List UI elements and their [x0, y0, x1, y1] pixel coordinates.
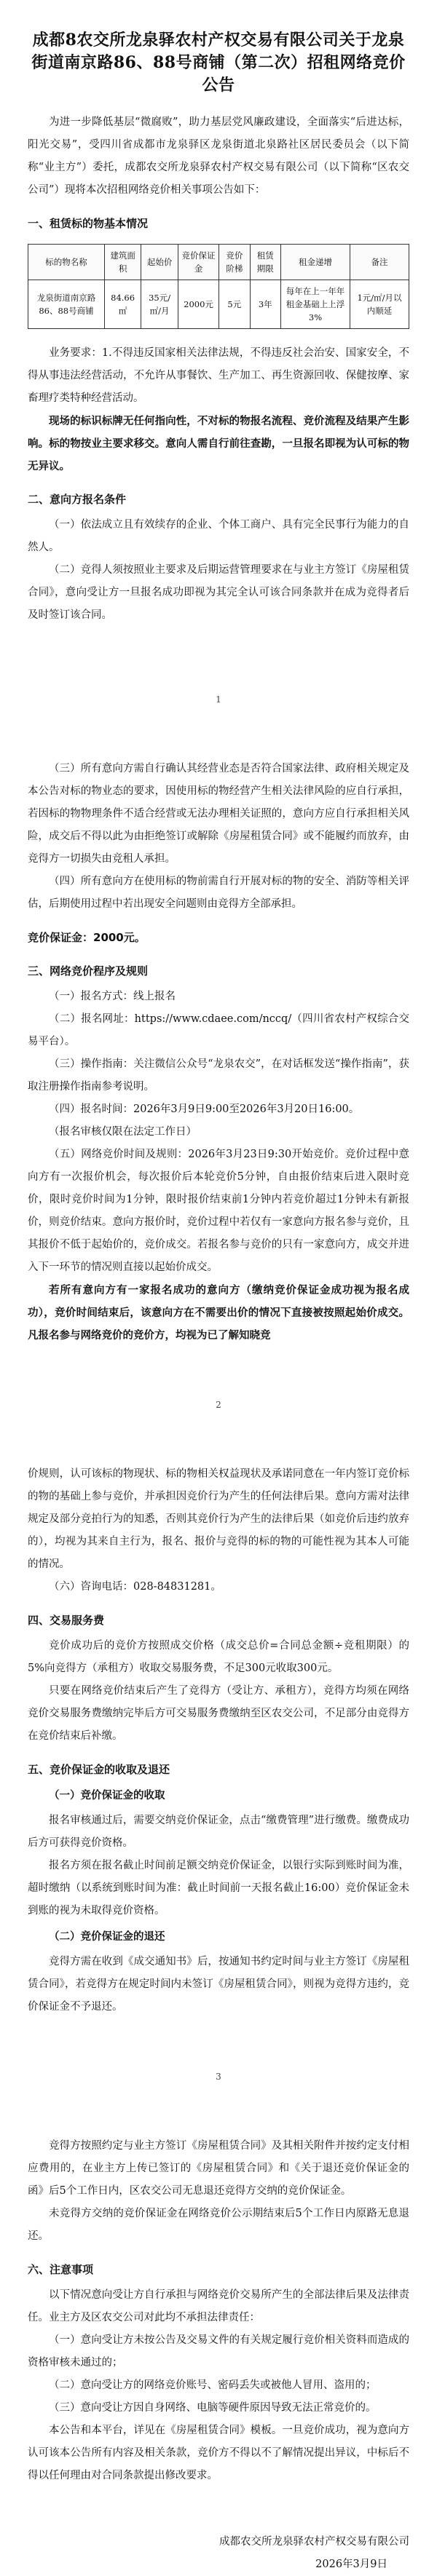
deposit-refund-heading: （二）竞价保证金的退还: [49, 1930, 165, 1943]
section-5-heading: 五、竞价保证金的收取及退还: [28, 1763, 170, 1776]
page-number: 1: [216, 694, 221, 705]
page-break-spacer: [28, 1347, 409, 1398]
registration-url[interactable]: （二）报名网址：https://www.cdaee.com/nccq/（四川省农村产权综合交易平台）。: [28, 1013, 409, 1047]
contact-phone: （六）咨询电话：028-84831281。: [49, 1581, 221, 1593]
page-number: 2: [216, 1400, 221, 1410]
registration-time: （四）报名时间：2026年3月9日9:00至2026年3月20日16:00。: [49, 1103, 360, 1115]
table-header-cell: 竞价保证金: [178, 245, 219, 280]
table-header-cell: 租金递增: [281, 245, 350, 280]
table-header-cell: 租赁期限: [250, 245, 280, 280]
table-cell: 每年在上一年年租金基础上上浮3%: [281, 280, 350, 329]
page-break-spacer: [28, 707, 409, 758]
table-cell: 5元: [219, 280, 250, 329]
page-break-spacer: [28, 2018, 409, 2069]
page-number: 3: [216, 2072, 221, 2082]
table-header-cell: 建筑面积: [105, 245, 141, 280]
deposit-refund-2: 竞得方按照约定与业主方签订《房屋租赁合同》及其相关附件并按约定支付相应费用的，在业主方上传已签订的《房屋租赁合同》和《关于退还竞价保证金的函》后5个工作日内，区农交公司无息退还竞得方交纳的竞价保证金。: [28, 2140, 409, 2197]
signature-date: 2026年3月9日: [315, 2559, 387, 2570]
service-fee-2: 只要在网络竞价结束后产生了竞得方（受让方、承租方），竞得方均须在网络竞价交易服务费缴纳完毕后方可交易服务费缴纳至区农交公司，不足部分由竞得方在竞价结束后补缴。: [28, 1685, 409, 1742]
page-break-spacer: [28, 1412, 409, 1463]
section-3-heading: 三、网络竞价程序及规则: [28, 964, 149, 978]
page-break-spacer: [28, 2084, 409, 2135]
table-cell: 3年: [250, 280, 280, 329]
table-row: [28, 280, 409, 329]
deposit-refund-1: 竞得方需在收到《成交通知书》后，按通知书约定时间与业主方签订《房屋租赁合同》，若竞得方在规定时间内未签订《房屋租赁合同》，则视为竞得方违约，竞价保证金不予退还。: [28, 1956, 409, 2013]
operation-guide: （三）操作指南：关注微信公众号“龙泉农交”，在对话框发送“操作指南”，获取注册操作指南参考说明。: [28, 1058, 409, 1093]
condition-4: （四）所有意向方在使用标的物前需自行开展对标的物的安全、消防等相关评估，后期使用过程中若出现安全问题则由竞得方全部承担。: [28, 876, 409, 910]
bidding-rules: （五）网络竞价时间及规则：2026年3月23日9:30开始竞价。竞价过程中意向方有一次报价机会，每次报价后本轮竞价5分钟，自由报价结束后进入限时竞价，限时竞价时间为1分钟，限时报价结束前1分钟内若竞价超过1分钟未有新报价，则竞价结束。意向方报价时，竞价过程中若仅有一家意向方报名参与竞价，且其报价不低于起始价的，竞价成交。若报名参与竞价的只有一家意向方，成交并进入下一环节的情况则直接以起始价成交。: [28, 1149, 409, 1273]
table-header-cell: 备注: [350, 245, 409, 280]
business-requirements: 业务要求：1.不得违反国家相关法律法规，不得违反社会治安、国家安全，不得从事违法经营活动，不允许从事餐饮、生产加工、再生资源回收、保健按摩、家畜理疗类特种经营活动。: [28, 347, 409, 404]
bidding-rules-continued: 价规则，认可该标的物现状、标的物相关权益现状及承诺同意在一年内签订竞价标的物的基础上参与竞价，并承担因竞价行为产生的任何法律后果。意向方需对法律规定及部分竞拍行为的知悉，否则其竞价行为产生的法律后果（如竞价后违约放弃的），均视为其来自主行为，报名、报价与竞得的标的物的可能性视为其本人可能的情况。: [28, 1468, 409, 1570]
attention-intro: 以下情况意向受让方自行承担与网络竞价交易所产生的全部法律后果及法律责任。业主方及区农交公司对此均不承担法律责任：: [28, 2289, 409, 2323]
deposit-collection-heading: （一）竞价保证金的收取: [49, 1789, 165, 1802]
attention-item-2: （二）意向受让方的网络竞价账号、密码丢失或被他人冒用、盗用的；: [49, 2379, 377, 2391]
page-title: 成都8农交所龙泉驿农村产权交易有限公司关于龙泉街道南京路86、88号商铺（第二次）招租网络竞价公告: [31, 31, 406, 95]
attention-item-3: （三）意向受让方因自身网络、电脑等硬件原因导致无法正常竞价的。: [49, 2402, 377, 2414]
bidding-rules-emphasis: 若所有意向方有一家报名成功的意向方（缴纳竞价保证金成功视为报名成功），竞价时间结束后，该意向方在不需要出价的情况下直接被按照起始价成交。凡报名参与网络竞价的竞价方，均视为已了解知晓竞: [28, 1284, 409, 1341]
site-notice: 现场的标识标牌无任何指向性，不对标的物报名流程、竞价流程及结果产生影响。标的物按业主要求移交。意向人需自行前往查勘，一旦报名即视为认可标的物无异议。: [28, 415, 409, 472]
table-cell: 84.66㎡: [105, 280, 141, 329]
deposit-collection-2: 报名方须在报名截止时间前足额交纳竞价保证金，以银行实际到账时间为准，超时缴纳（以系统到账时间为准：截止时间前一天报名截止16:00）竞价保证金未到账的视为未取得竞价资格。: [28, 1860, 409, 1917]
section-2-heading: 二、意向方报名条件: [28, 493, 127, 506]
section-4-heading: 四、交易服务费: [28, 1614, 105, 1627]
table-cell: 2000元: [178, 280, 219, 329]
deposit-collection-1: 报名审核通过后，需要交纳竞价保证金，点击“缴费管理”进行缴费。缴费成功后方可获得竞价资格。: [28, 1815, 409, 1849]
property-table: [28, 244, 409, 329]
section-6-heading: 六、注意事项: [28, 2263, 94, 2276]
signature-spacer: [28, 2487, 409, 2531]
section-1-heading: 一、租赁标的物基本情况: [28, 217, 149, 230]
signature-organization: 成都农交所龙泉驿农村产权交易有限公司: [219, 2536, 409, 2548]
table-cell: 35元/㎡/月: [141, 280, 178, 329]
attention-closing: 本公告和本平台，详见在《房屋租赁合同》模板。一旦竞价成功，视为意向方认可该本公告所有内容及相关条款，竞价方不得以不了解情况提出异议，中标后不得以任何理由对合同条款提出修改要求。: [28, 2425, 409, 2481]
deposit-amount: 竞价保证金：2000元。: [28, 931, 146, 944]
table-cell: 龙泉街道南京路86、88号商铺: [28, 280, 105, 329]
table-header-cell: 竞价阶梯: [219, 245, 250, 280]
service-fee-1: 竞价成功后的竞价方按照成交价格（成交总价=合同总金额÷竞租期限）的5%向竞得方（承租方）收取交易服务费，不足300元收取300元。: [28, 1640, 409, 1674]
condition-2: （二）竞得人须按照业主要求及后期运营管理要求在与业主方签订《房屋租赁合同》，意向受让方一旦报名成功即视为其完全认可该合同条款并在成为竞得者后及时签订该合同。: [28, 564, 409, 621]
intro-paragraph: 为进一步降低基层“微腐败”，助力基层党风廉政建设，全面落实“后进达标，阳光交易”，受四川省成都市龙泉驿区龙泉街道北泉路社区居民委员会（以下简称“业主方”）委托，成都农交所龙泉驿农村产权交易有限公司（以下简称“区农交公司”）现将本次招租网络竞价相关事项公告如下：: [28, 116, 409, 196]
table-header-cell: 标的物名称: [28, 245, 105, 280]
table-header-row: [28, 245, 409, 280]
registration-note: （报名审核仅限在法定工作日）: [49, 1126, 197, 1138]
condition-3: （三）所有意向方需自行确认其经营业态是否符合国家法律、政府相关规定及本公告对标的物业态的要求，因使用标的物经营产生相关法律风险的应自行承担，若因标的物物理条件不适合经营或无法办理相关证照的，意向方应自行承担相关风险，成交后不得以此为由拒绝签订或解除《房屋租赁合同》或不能履约而放弃，由竞得方一切损失由竞租人承担。: [28, 763, 409, 865]
condition-1: （一）依法成立且有效续存的企业、个体工商户、具有完全民事行为能力的自然人。: [28, 519, 409, 553]
table-cell: 1元/㎡/月以内顺延: [350, 280, 409, 329]
attention-item-1: （一）意向受让方未按公告及交易文件的有关规定履行竞价相关资料而造成的资格审核未通过的；: [28, 2334, 409, 2369]
page-break-spacer: [28, 627, 409, 692]
registration-method: （一）报名方式：线上报名: [49, 991, 176, 1002]
table-header-cell: 起始价: [141, 245, 178, 280]
deposit-refund-3: 未竞得方交纳的竞价保证金在网络竞价公示期结束后5个工作日内原路无息退还。: [28, 2208, 409, 2242]
